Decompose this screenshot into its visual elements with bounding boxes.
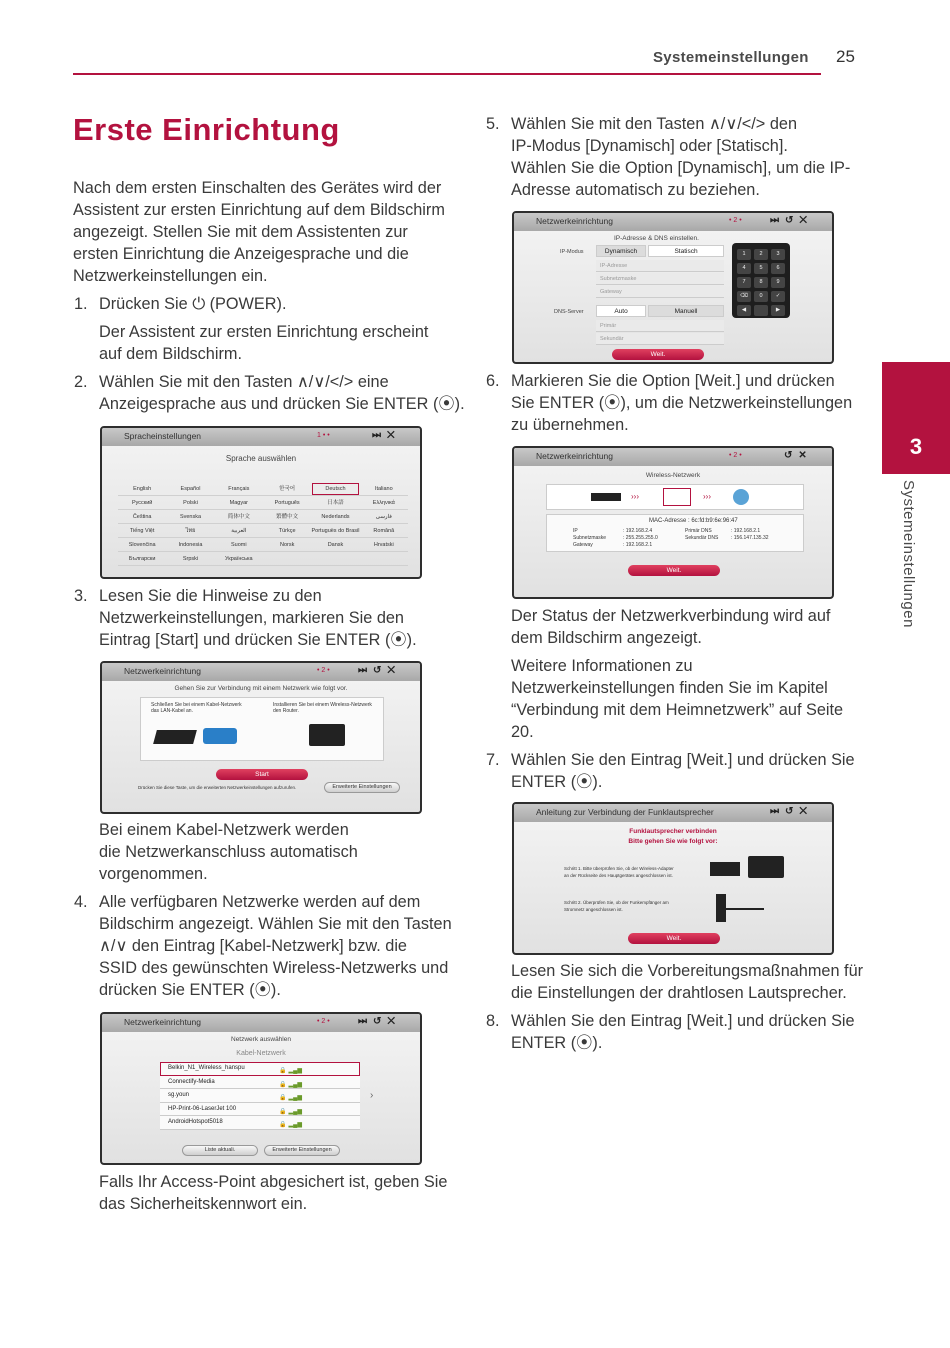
ip-settings-screen xyxy=(512,211,834,364)
wireless-status-screen xyxy=(512,446,834,599)
screen-nav-icons: ⏭↺✕ xyxy=(358,1016,401,1027)
step-indicator: • 2 • xyxy=(729,217,742,224)
screen-titlebar xyxy=(514,804,832,822)
keypad-key[interactable]: 9 xyxy=(771,277,785,288)
step-note: “Verbindung mit dem Heimnetzwerk” auf Seite xyxy=(511,701,844,719)
step-text: Drücken Sie ⏻ (POWER). xyxy=(99,295,287,313)
step-text: SSID des gewünschten Wireless-Netzwerks und xyxy=(99,959,449,977)
screen-nav-icons: ⏭✕ xyxy=(372,430,401,441)
connection-diagram xyxy=(546,484,804,510)
dynamic-tab[interactable]: Dynamisch xyxy=(596,245,646,257)
language-grid xyxy=(118,482,408,566)
lock-signal-icon: 🔒 ▂▄▆ xyxy=(279,1068,302,1074)
step-number: 5. xyxy=(486,115,500,133)
numeric-keypad xyxy=(732,243,790,318)
running-header: Systemeinstellungen xyxy=(653,49,809,66)
step-number: 4. xyxy=(74,893,88,911)
keypad-key[interactable]: ◀ xyxy=(737,305,751,316)
network-start-screen xyxy=(100,661,422,814)
step-text: ENTER (⦿). xyxy=(511,773,603,791)
primary-dns-field[interactable]: Primär xyxy=(596,320,724,332)
network-list-item[interactable] xyxy=(160,1116,360,1130)
network-ssid: Belkin_N1_Wireless_hanspu xyxy=(168,1065,245,1071)
network-ssid: HP-Print-06-LaserJet 100 xyxy=(168,1105,237,1112)
intro-line: Netzwerkeinstellungen ein. xyxy=(73,267,268,285)
step-note: 20. xyxy=(511,723,534,741)
keypad-key[interactable]: ✓ xyxy=(771,291,785,302)
player-icon xyxy=(591,493,621,501)
screen-title: Netzwerkeinrichtung xyxy=(536,216,614,226)
router-icon xyxy=(309,724,345,746)
screen-titlebar xyxy=(102,428,420,446)
network-list-item[interactable] xyxy=(160,1103,360,1117)
step-text: zu übernehmen. xyxy=(511,416,629,434)
screen-title: Netzwerkeinrichtung xyxy=(124,666,202,676)
screen-nav-icons: ⏭↺✕ xyxy=(770,215,813,226)
guide-step-2: Schritt 2. Überprüfen Sie, ob der Funkempfänger am xyxy=(564,900,669,905)
language-option[interactable] xyxy=(311,552,359,566)
screen-subtitle: Gehen Sie zur Verbindung mit einem Netzwerk wie folgt vor. xyxy=(174,685,348,692)
step-number: 2. xyxy=(74,373,88,391)
wired-network-option[interactable]: Kabel-Netzwerk xyxy=(236,1050,286,1057)
step-note: Netzwerkeinstellungen finden Sie im Kapitel xyxy=(511,679,828,697)
static-tab[interactable]: Statisch xyxy=(648,245,724,257)
screen-titlebar xyxy=(102,663,420,681)
screen-title: Netzwerkeinrichtung xyxy=(536,451,614,461)
language-screen xyxy=(100,426,422,579)
language-option[interactable] xyxy=(263,552,311,566)
info-label: Sekundär DNS xyxy=(685,535,719,541)
network-ssid: AndroidHotspot5018 xyxy=(168,1119,223,1125)
step-note: die Netzwerkanschluss automatisch xyxy=(99,843,358,861)
keypad-key[interactable]: 7 xyxy=(737,277,751,288)
language-option[interactable]: 繁體中文 xyxy=(263,510,311,524)
step-indicator: • 2 • xyxy=(317,667,330,674)
lan-cable-icon xyxy=(153,730,197,744)
language-option[interactable]: Italiano xyxy=(360,482,408,496)
language-option[interactable]: 简体中文 xyxy=(215,510,263,524)
signal-waves-icon: ››› xyxy=(703,492,711,501)
step-text: Adresse automatisch zu beziehen. xyxy=(511,181,760,199)
step-note: Weitere Informationen zu xyxy=(511,657,693,675)
step-text: Wählen Sie die Option [Dynamisch], um die IP- xyxy=(511,159,851,177)
step-text: Lesen Sie die Hinweise zu den xyxy=(99,587,322,605)
secondary-dns-field[interactable]: Sekundär xyxy=(596,333,724,345)
info-value: : 156.147.135.32 xyxy=(731,535,769,541)
step-note: Falls Ihr Access-Point abgesichert ist, geben Sie xyxy=(99,1173,448,1191)
step-indicator: 1 • • xyxy=(317,432,330,439)
step-note: das Sicherheitskennwort ein. xyxy=(99,1195,308,1213)
speaker-guide-screen xyxy=(512,802,834,955)
screen-subtitle: Wireless-Netzwerk xyxy=(645,472,701,479)
next-button[interactable]: Weit. xyxy=(628,933,720,944)
step-text: Sie ENTER (⦿), um die Netzwerkeinstellungen xyxy=(511,394,853,412)
intro-line: Nach dem ersten Einschalten des Gerätes wird der xyxy=(73,179,442,197)
dns-label: DNS-Server xyxy=(554,309,584,315)
step-text: Alle verfügbaren Netzwerke werden auf dem xyxy=(99,893,421,911)
keypad-key[interactable]: 5 xyxy=(754,263,768,274)
advanced-settings-button[interactable]: Erweiterte Einstellungen xyxy=(324,782,400,793)
start-button[interactable]: Start xyxy=(216,769,308,780)
screen-heading: Bitte gehen Sie wie folgt vor: xyxy=(628,838,718,845)
language-option[interactable]: Türkçe xyxy=(263,524,311,538)
step-note: Der Assistent zur ersten Einrichtung erscheint xyxy=(99,323,429,341)
language-option[interactable]: Hrvatski xyxy=(360,538,408,552)
advanced-settings-button[interactable]: Erweiterte Einstellungen xyxy=(264,1145,340,1156)
lock-signal-icon: 🔒 ▂▄▆ xyxy=(279,1081,302,1088)
next-button[interactable]: Weit. xyxy=(612,349,704,360)
dns-manual-tab[interactable]: Manuell xyxy=(648,305,724,317)
step-note: Der Status der Netzwerkverbindung wird auf xyxy=(511,607,831,625)
language-option[interactable]: فارسی xyxy=(360,510,408,524)
step-indicator: • 2 • xyxy=(729,452,742,459)
keypad-key[interactable]: 4 xyxy=(737,263,751,274)
step-number: 6. xyxy=(486,372,500,390)
language-option[interactable]: Čeština xyxy=(118,510,166,524)
step-number: 8. xyxy=(486,1012,500,1030)
info-value: : 192.168.2.1 xyxy=(731,528,761,534)
screen-nav-icons: ⏭↺✕ xyxy=(770,806,813,817)
wireless-instruction: Installieren Sie bei einem Wireless-Netzwerk den Router. xyxy=(273,702,372,714)
chapter-tab xyxy=(882,362,950,474)
step-text: Markieren Sie die Option [Weit.] und drücken xyxy=(511,372,835,390)
info-label: IP xyxy=(573,528,578,534)
language-option[interactable]: Slovenčina xyxy=(118,538,166,552)
language-option[interactable]: Français xyxy=(215,482,263,496)
step-number: 3. xyxy=(74,587,88,605)
subnet-field[interactable]: Subnetzmaske xyxy=(596,273,724,285)
language-option[interactable]: Deutsch xyxy=(311,482,359,496)
language-option[interactable]: Svenska xyxy=(166,510,214,524)
step-text: IP-Modus [Dynamisch] oder [Statisch]. xyxy=(511,137,788,155)
guide-step-2: Stromnetz angeschlossen ist. xyxy=(564,907,623,912)
step-text: Bildschirm angezeigt. Wählen Sie mit den Tasten xyxy=(99,915,452,933)
page-title: Erste Einrichtung xyxy=(73,112,340,147)
chevron-right-icon[interactable]: › xyxy=(370,1090,374,1101)
main-unit-icon xyxy=(748,856,784,878)
step-number: 7. xyxy=(486,751,500,769)
step-indicator: • 2 • xyxy=(317,1018,330,1025)
network-list xyxy=(160,1062,360,1130)
language-option[interactable]: Nederlands xyxy=(311,510,359,524)
screen-nav-icons: ↺✕ xyxy=(784,450,813,461)
screen-titlebar xyxy=(514,213,832,231)
language-option[interactable]: Indonesia xyxy=(166,538,214,552)
language-option[interactable]: English xyxy=(118,482,166,496)
step-note: vorgenommen. xyxy=(99,865,208,883)
language-option[interactable]: Русский xyxy=(118,496,166,510)
step-text: ∧/∨ den Eintrag [Kabel-Netzwerk] bzw. die xyxy=(99,937,407,955)
chapter-label: Systemeinstellungen xyxy=(900,480,917,628)
network-list-item[interactable] xyxy=(160,1089,360,1103)
router-icon xyxy=(663,488,691,506)
step-note: dem Bildschirm angezeigt. xyxy=(511,629,702,647)
keypad-key[interactable]: 3 xyxy=(771,249,785,260)
intro-line: ersten Einrichtung die Anzeigesprache und die xyxy=(73,245,409,263)
keypad-key[interactable]: ▶ xyxy=(771,305,785,316)
language-option[interactable]: Suomi xyxy=(215,538,263,552)
power-cable-icon xyxy=(726,908,764,910)
instruction-panel xyxy=(140,697,384,761)
page-number: 25 xyxy=(836,47,855,66)
step-text: Wählen Sie den Eintrag [Weit.] und drücken Sie xyxy=(511,1012,855,1030)
info-value: : 255.255.255.0 xyxy=(623,535,658,541)
network-ssid: sg.youn xyxy=(168,1092,190,1098)
step-text: Netzwerkeinstellungen, markieren Sie den xyxy=(99,609,404,627)
signal-waves-icon: ››› xyxy=(631,492,639,501)
step-text: Wählen Sie den Eintrag [Weit.] und drücken Sie xyxy=(511,751,855,769)
step-note: Lesen Sie sich die Vorbereitungsmaßnahmen für xyxy=(511,962,864,980)
language-option[interactable]: Srpski xyxy=(166,552,214,566)
network-list-item[interactable] xyxy=(160,1076,360,1090)
ip-mode-label: IP-Modus xyxy=(560,249,584,255)
dns-auto-tab[interactable]: Auto xyxy=(596,305,646,317)
advanced-hint: Drücken Sie diese Taste, um die erweiterten Netzwerkeinstellungen aufzurufen. xyxy=(138,785,297,790)
info-label: Primär DNS xyxy=(685,528,712,534)
screen-titlebar xyxy=(102,1014,420,1032)
wireless-adapter-icon xyxy=(710,862,740,876)
step-text: Eintrag [Start] und drücken Sie ENTER (⦿). xyxy=(99,631,417,649)
screen-title: Spracheinstellungen xyxy=(124,431,202,441)
guide-step-1: an der Rückseite des Hauptgerätes angeschlossen ist. xyxy=(564,873,673,878)
language-option[interactable]: 한국어 xyxy=(263,482,311,496)
language-option[interactable]: Tiếng Việt xyxy=(118,524,166,538)
network-list-screen xyxy=(100,1012,422,1165)
language-option[interactable]: Română xyxy=(360,524,408,538)
language-option[interactable]: 日本語 xyxy=(311,496,359,510)
info-label: Subnetzmaske xyxy=(573,535,607,541)
language-option[interactable] xyxy=(360,552,408,566)
step-text: ENTER (⦿). xyxy=(511,1034,603,1052)
language-option[interactable]: Polski xyxy=(166,496,214,510)
refresh-list-button[interactable]: Liste aktuali. xyxy=(182,1145,258,1156)
step-text: Anzeigesprache aus und drücken Sie ENTER (⦿). xyxy=(99,395,465,413)
step-text: Wählen Sie mit den Tasten ∧/∨/</> den xyxy=(511,115,798,133)
keypad-key[interactable] xyxy=(754,305,768,316)
language-option[interactable]: Norsk xyxy=(263,538,311,552)
network-ssid: Connectify-Media xyxy=(168,1078,215,1085)
lan-plug-icon xyxy=(203,728,237,744)
ip-address-field[interactable]: IP-Adresse xyxy=(596,260,724,272)
network-list-item[interactable] xyxy=(160,1062,360,1076)
screen-titlebar xyxy=(514,448,832,466)
language-option[interactable]: Українська xyxy=(215,552,263,566)
language-option[interactable]: Ελληνικά xyxy=(360,496,408,510)
info-label: Gateway xyxy=(573,542,593,548)
info-value: : 192.168.2.4 xyxy=(623,528,653,534)
internet-globe-icon xyxy=(733,489,749,505)
intro-line: angezeigt. Stellen Sie mit dem Assistenten zur xyxy=(73,223,408,241)
screen-title: Anleitung zur Verbindung der Funklautsprecher xyxy=(536,807,714,817)
step-text: Wählen Sie mit den Tasten ∧/∨/</> eine xyxy=(99,373,389,391)
next-button[interactable]: Weit. xyxy=(628,565,720,576)
language-option[interactable]: Português xyxy=(263,496,311,510)
info-value: : 192.168.2.1 xyxy=(623,542,653,548)
chapter-number: 3 xyxy=(909,434,923,459)
screen-heading: Funklautsprecher verbinden xyxy=(629,828,717,835)
lock-signal-icon: 🔒 ▂▄▆ xyxy=(279,1108,302,1115)
step-text: drücken Sie ENTER (⦿). xyxy=(99,981,281,999)
screen-subtitle: Netzwerk auswählen xyxy=(231,1036,291,1043)
keypad-key[interactable]: 8 xyxy=(754,277,768,288)
step-note: die Einstellungen der drahtlosen Lautsprecher. xyxy=(511,984,847,1002)
language-option[interactable]: Español xyxy=(166,482,214,496)
language-option[interactable]: Български xyxy=(118,552,166,566)
gateway-field[interactable]: Gateway xyxy=(596,286,724,298)
keypad-key[interactable]: 2 xyxy=(754,249,768,260)
step-note: auf dem Bildschirm. xyxy=(99,345,242,363)
screen-title: Netzwerkeinrichtung xyxy=(124,1017,202,1027)
intro-line: Assistent zur ersten Einrichtung auf dem Bildschirm xyxy=(73,201,445,219)
language-option[interactable]: Dansk xyxy=(311,538,359,552)
wired-instruction: Schließen Sie bei einem Kabel-Netzwerk das LAN-Kabel an. xyxy=(151,702,242,714)
step-number: 1. xyxy=(74,295,88,313)
receiver-icon xyxy=(716,894,726,922)
keypad-key[interactable]: 1 xyxy=(737,249,751,260)
step-note: Bei einem Kabel-Netzwerk werden xyxy=(99,821,349,839)
language-option[interactable]: Magyar xyxy=(215,496,263,510)
keypad-key[interactable]: ⌫ xyxy=(737,291,751,302)
keypad-key[interactable]: 0 xyxy=(754,291,768,302)
guide-step-1: Schritt 1. Bitte überprüfen Sie, ob der Wireless-Adapter xyxy=(564,866,674,871)
lock-signal-icon: 🔒 ▂▄▆ xyxy=(279,1095,302,1101)
screen-subtitle: IP-Adresse & DNS einstellen. xyxy=(614,235,699,242)
keypad-key[interactable]: 6 xyxy=(771,263,785,274)
screen-nav-icons: ⏭↺✕ xyxy=(358,665,401,676)
screen-subtitle: Sprache auswählen xyxy=(225,454,297,463)
connection-info-panel xyxy=(546,514,804,552)
language-option[interactable]: Portuguës do Brasil xyxy=(311,524,359,538)
lock-signal-icon: 🔒 ▂▄▆ xyxy=(279,1122,302,1128)
language-option[interactable]: العربية xyxy=(215,524,263,538)
mac-address: MAC-Adresse : 6c:fd:b9:6e:96:47 xyxy=(649,518,738,524)
language-option[interactable]: ไทย xyxy=(166,524,214,538)
header-rule xyxy=(73,73,821,75)
